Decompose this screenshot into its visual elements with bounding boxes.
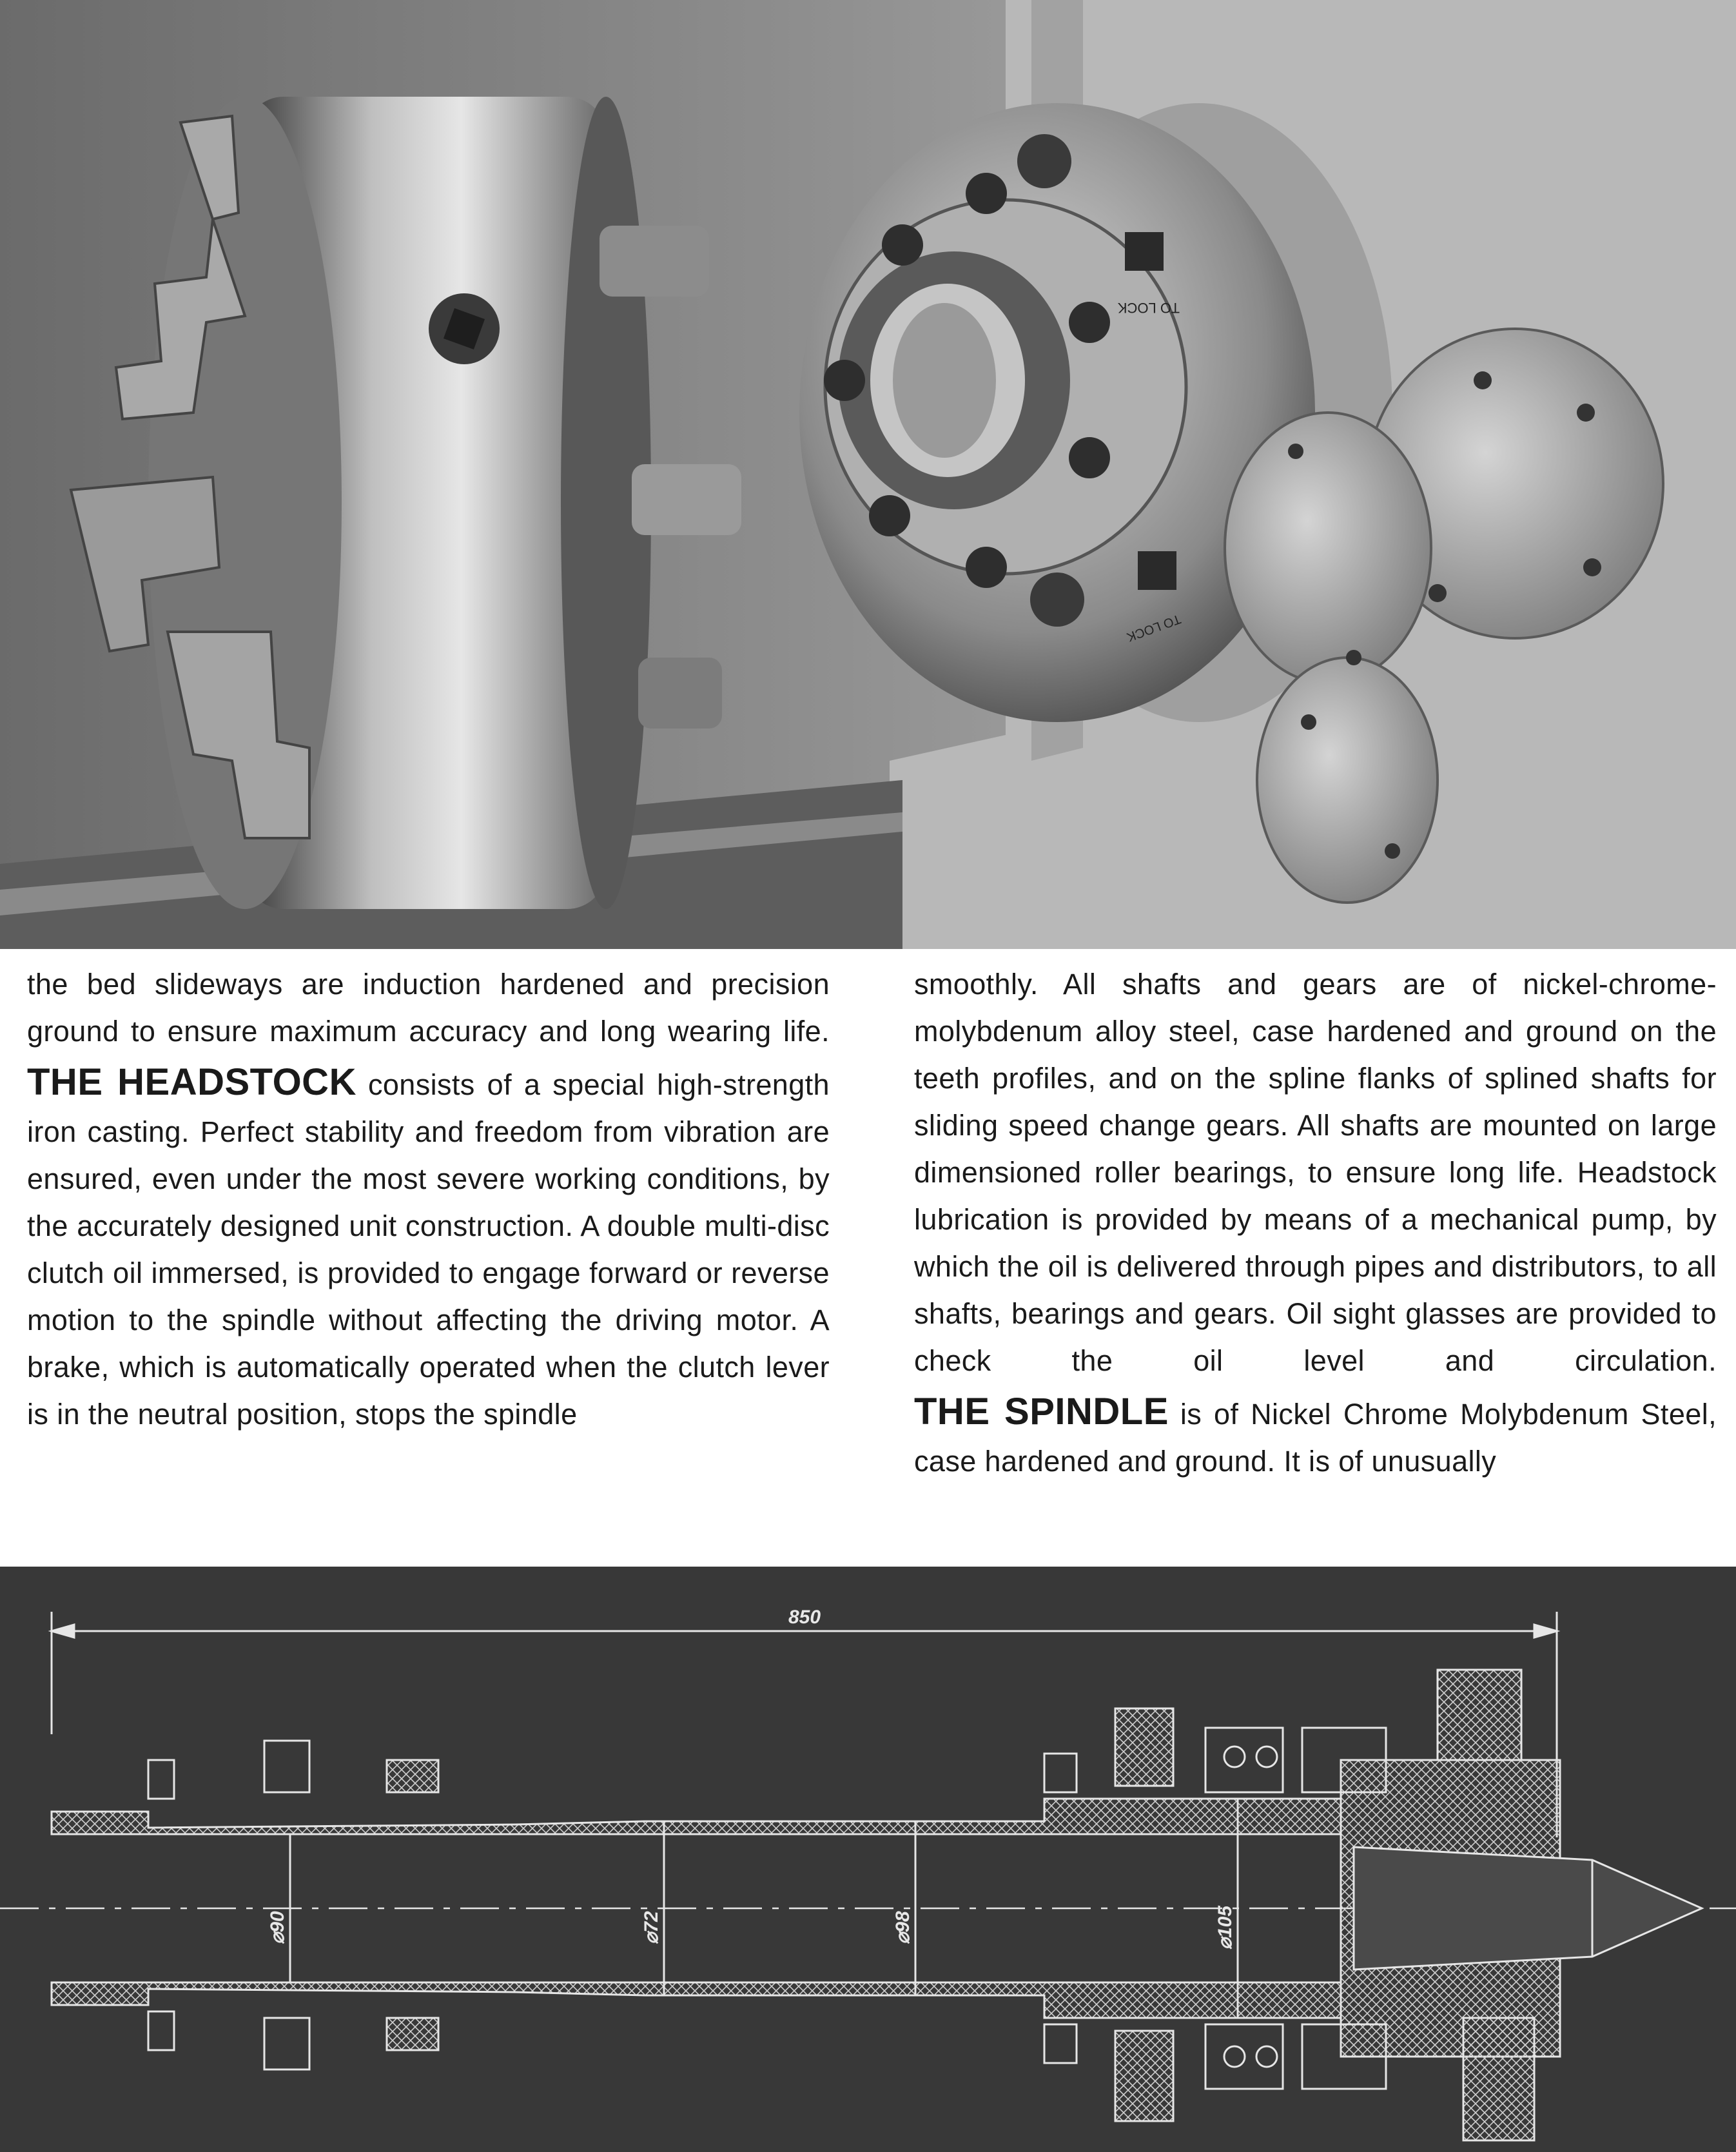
chuck-illustration [0, 0, 1736, 949]
paragraph-shafts-gears: smoothly. All shafts and gears are of nickel-chrome-molybdenum alloy steel, case hardened and ground on the teeth profiles, and on the spline flanks of splined shafts for sliding speed change gears. All shafts are mounted on large dimensioned roller bearings, to ensure long life. Headstock lubrication is provided by means of a mechanical pump, by which the oil is delivered through pipes and distributors, to all shafts, bearings and gears. Oil sight glasses are provided to check the oil level and circulation. [914, 968, 1717, 1377]
heading-headstock: THE HEADSTOCK [27, 1061, 356, 1103]
overall-length-dimension: 850 [788, 1607, 821, 1628]
diameter-90-label: ⌀90 [267, 1911, 288, 1944]
diameter-98-label: ⌀98 [892, 1911, 913, 1944]
lock-label-bottom: TO LOCK [1124, 611, 1183, 645]
right-column [914, 961, 1717, 1489]
paragraph-bed-slideways: the bed slideways are induction hardened and precision ground to ensure maximum accuracy and long wearing life. [27, 968, 830, 1048]
spindle-drawing-svg [0, 1567, 1736, 2152]
heading-spindle: THE SPINDLE [914, 1391, 1169, 1433]
lock-label-top: TO LOCK [1117, 300, 1180, 316]
paragraph-headstock [27, 1059, 830, 1438]
spindle-section-drawing [0, 1567, 1736, 2152]
diameter-72-label: ⌀72 [641, 1911, 662, 1944]
paragraph-spindle [914, 1388, 1717, 1485]
spindle-body-text: is of Nickel Chrome Molybdenum Steel, case hardened and ground. It is of unusually [914, 1398, 1717, 1478]
headstock-body-text: consists of a special high-strength iron casting. Perfect stability and freedom from vibration are ensured, even under the most severe working conditions, by the accurately designed unit construction. A double multi-disc clutch oil immersed, is provided to engage forward or reverse motion to the spindle without affecting the driving motor. A brake, which is automatically operated when the clutch lever is in the neutral position, stops the spindle [27, 1068, 830, 1431]
diameter-105-label: ⌀105 [1214, 1905, 1236, 1950]
chuck-photo [0, 0, 1736, 949]
left-column [27, 961, 830, 1442]
